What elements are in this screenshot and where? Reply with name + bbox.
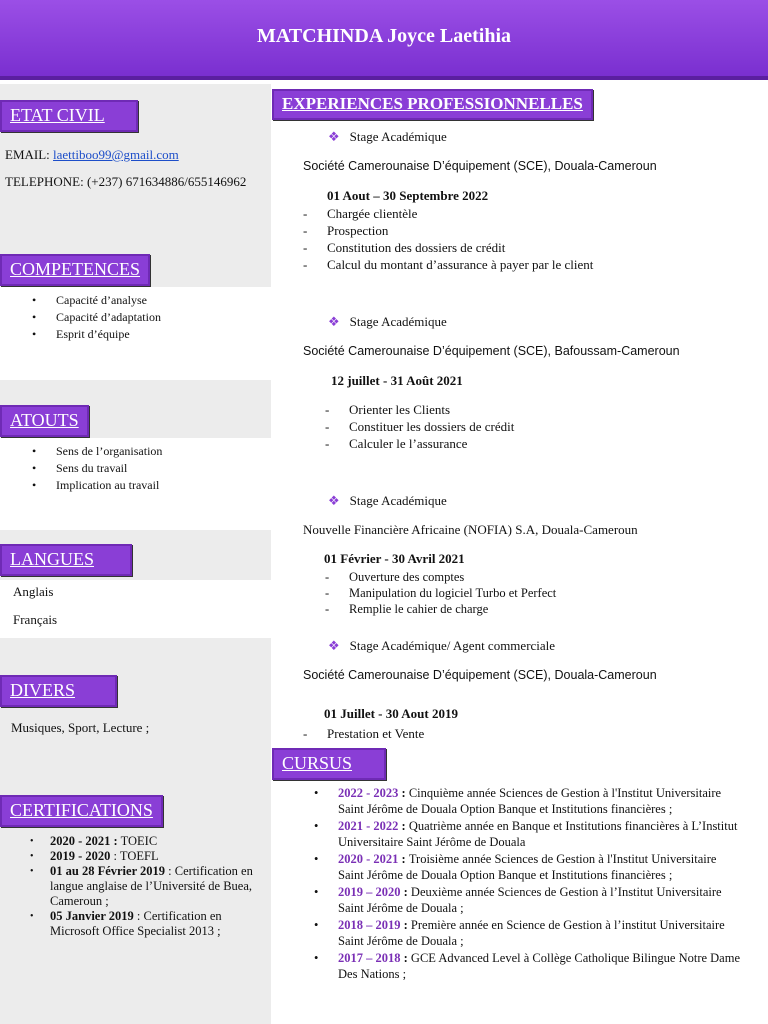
list-item: • 2020 - 2021 : TOEIC (24, 834, 258, 849)
diamond-bullet-icon: ❖ (328, 314, 340, 329)
divers-heading: DIVERS (0, 675, 117, 707)
list-item: - Constitution des dossiers de crédit (303, 239, 593, 256)
list-item: • 2019 – 2020 : Deuxième année Sciences de Gestion à l’Institut Universitaire Saint Jérôme de Douala ; (300, 885, 740, 916)
list-item: • 2021 - 2022 : Quatrième année en Banque et Institutions financières à L’Institut Universitaire Saint Jérôme de Douala (300, 819, 740, 850)
cursus-heading: CURSUS (272, 748, 386, 780)
experience-company: Société Camerounaise D’équipement (SCE), Douala-Cameroun (303, 159, 657, 173)
list-item: • Sens du travail (32, 460, 162, 477)
experience-title: ❖ Stage Académique/ Agent commerciale (328, 638, 556, 653)
email-link[interactable]: laettiboo99@gmail.com (53, 147, 179, 162)
cursus-list (300, 786, 740, 984)
list-item: • 2020 - 2021 : Troisième année Sciences de Gestion à l'Institut Universitaire Saint Jérôme de Douala Option Banque et Institutions financières ; (300, 852, 740, 883)
list-item: - Remplie le cahier de charge (325, 601, 556, 617)
atouts-heading: ATOUTS (0, 405, 89, 437)
experience-period: 12 juillet - 31 Août 2021 (331, 373, 463, 388)
list-item: - Ouverture des comptes (325, 569, 556, 585)
certifications-list (24, 834, 258, 939)
list-item: - Constituer les dossiers de crédit (325, 418, 514, 435)
atouts-list (32, 443, 162, 494)
experience-title: ❖ Stage Académique (328, 129, 447, 144)
langues-heading: LANGUES (0, 544, 132, 576)
competences-heading: COMPETENCES (0, 254, 150, 286)
experience-tasks (325, 569, 556, 617)
list-item: - Prestation et Vente (303, 725, 424, 742)
list-item: • Capacité d’analyse (32, 292, 161, 309)
email-line (5, 147, 179, 163)
langue-item: Anglais (13, 584, 54, 599)
header-banner (0, 0, 768, 80)
experience-tasks (303, 205, 593, 273)
list-item: • Esprit d’équipe (32, 326, 161, 343)
list-item: • 2022 - 2023 : Cinquième année Sciences de Gestion à l'Institut Universitaire Saint Jérôme de Douala Option Banque et Institutions financières ; (300, 786, 740, 817)
diamond-bullet-icon: ❖ (328, 129, 340, 144)
experience-company: Société Camerounaise D’équipement (SCE), Bafoussam-Cameroun (303, 344, 680, 358)
experience-company: Nouvelle Financière Africaine (NOFIA) S.A, Douala-Cameroun (303, 522, 638, 537)
certifications-heading: CERTIFICATIONS (0, 795, 163, 827)
experience-title: ❖ Stage Académique (328, 314, 447, 329)
telephone-line: TELEPHONE: (+237) 671634886/655146962 (5, 174, 247, 189)
list-item: - Prospection (303, 222, 593, 239)
etat-civil-heading: ETAT CIVIL (0, 100, 138, 132)
experience-period: 01 Aout – 30 Septembre 2022 (327, 188, 489, 203)
list-item: • 2018 – 2019 : Première année en Science de Gestion à l’institut Universitaire Saint Jérôme de Douala ; (300, 918, 740, 949)
list-item: - Orienter les Clients (325, 401, 514, 418)
list-item: • Capacité d’adaptation (32, 309, 161, 326)
experience-tasks (325, 401, 514, 452)
list-item: • 05 Janvier 2019 : Certification en Microsoft Office Specialist 2013 ; (24, 909, 258, 939)
list-item: - Calcul du montant d’assurance à payer par le client (303, 256, 593, 273)
list-item: • Implication au travail (32, 477, 162, 494)
list-item: • 2017 – 2018 : GCE Advanced Level à Collège Catholique Bilingue Notre Dame Des Nations ; (300, 951, 740, 982)
diamond-bullet-icon: ❖ (328, 638, 340, 653)
list-item: - Calculer le l’assurance (325, 435, 514, 452)
list-item: - Chargée clientèle (303, 205, 593, 222)
list-item: • Sens de l’organisation (32, 443, 162, 460)
list-item: - Manipulation du logiciel Turbo et Perfect (325, 585, 556, 601)
experiences-heading: EXPERIENCES PROFESSIONNELLES (272, 89, 593, 120)
experience-period: 01 Février - 30 Avril 2021 (324, 551, 465, 566)
experience-tasks (303, 725, 424, 742)
experience-title: ❖ Stage Académique (328, 493, 447, 508)
candidate-name: MATCHINDA Joyce Laetihia (256, 25, 512, 47)
competences-list (32, 292, 161, 343)
divers-text: Musiques, Sport, Lecture ; (11, 720, 150, 735)
langue-item: Français (13, 612, 58, 627)
experience-period: 01 Juillet - 30 Aout 2019 (324, 706, 458, 721)
diamond-bullet-icon: ❖ (328, 493, 340, 508)
experience-company: Société Camerounaise D’équipement (SCE), Douala-Cameroun (303, 668, 657, 682)
list-item: • 2019 - 2020 : TOEFL (24, 849, 258, 864)
list-item: • 01 au 28 Février 2019 : Certification en langue anglaise de l’Université de Buea, Cameroun ; (24, 864, 258, 909)
email-label: EMAIL: (5, 147, 54, 162)
